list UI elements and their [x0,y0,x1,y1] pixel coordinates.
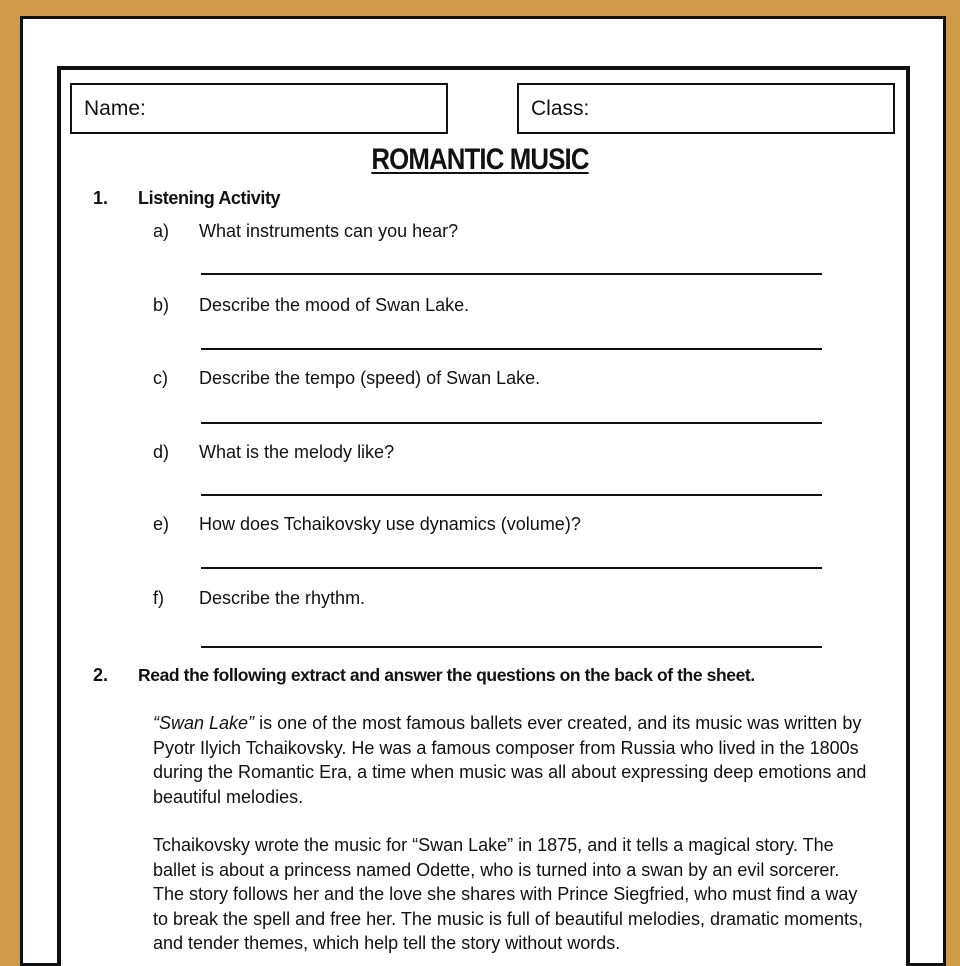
section-1-title: Listening Activity [138,188,281,208]
section-2-title: Read the following extract and answer the questions on the back of the sheet. [138,665,755,685]
extract-paragraph-2: Tchaikovsky wrote the music for “Swan Lake” in 1875, and it tells a magical story. The ballet is about a princess named Odette, who is turned into a swan by an evil sorcerer. The story follows her and the love she shares with Prince Siegfried, who must find a way to break the spell and free her. The music is full of beautiful melodies, dramatic moments, and tender themes, which help tell the story without words. [153,835,864,954]
extract-paragraph-1 [153,711,873,809]
question-c-text: Describe the tempo (speed) of Swan Lake. [199,368,541,388]
extract-paragraph-1-text: is one of the most famous ballets ever created, and its music was written by Pyotr Ilyich Tchaikovsky. He was a famous composer from Russia who lived in the 1800s during the Romantic Era, a time when music was all about expressing deep emotions and beautiful melodies. [153,713,867,807]
section-2-number: 2. [93,665,109,685]
question-f-text: Describe the rhythm. [199,588,366,608]
section-1-number: 1. [93,188,109,208]
class-field[interactable] [517,83,895,134]
class-label: Class: [531,97,590,120]
question-b-text: Describe the mood of Swan Lake. [199,295,470,315]
page-title: ROMANTIC MUSIC [371,143,589,176]
extract-italic-title: “Swan Lake” [153,713,255,733]
question-d-letter: d) [153,442,170,462]
answer-line-c[interactable] [201,422,822,424]
question-e-text: How does Tchaikovsky use dynamics (volume)? [199,514,581,534]
answer-line-d[interactable] [201,494,822,496]
answer-line-e[interactable] [201,567,822,569]
name-label: Name: [84,97,146,120]
question-d-text: What is the melody like? [199,442,395,462]
question-a-letter: a) [153,221,170,241]
question-e-letter: e) [153,514,170,534]
question-c-letter: c) [153,368,168,388]
answer-line-f[interactable] [201,646,822,648]
answer-line-a[interactable] [201,273,822,275]
question-f-letter: f) [153,588,164,608]
answer-line-b[interactable] [201,348,822,350]
question-a-text: What instruments can you hear? [199,221,459,241]
question-b-letter: b) [153,295,170,315]
name-field[interactable] [70,83,448,134]
